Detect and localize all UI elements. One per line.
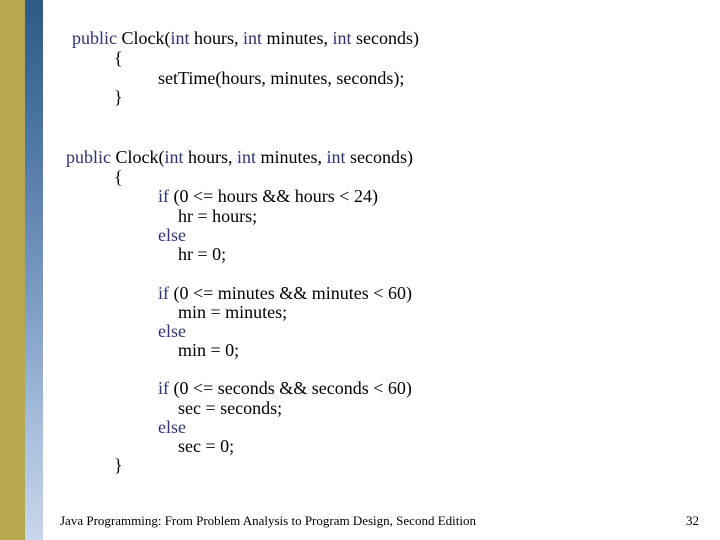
- block2-open-brace: {: [114, 167, 123, 187]
- hr-assign-line: hr = hours;: [178, 206, 258, 226]
- block1-settime-call: setTime(hours, minutes, seconds);: [158, 68, 405, 88]
- code-text: hours,: [189, 28, 244, 48]
- code-text: Clock(: [117, 28, 171, 48]
- min-zero-line: min = 0;: [178, 340, 240, 360]
- code-text: seconds): [345, 147, 414, 167]
- left-decor-olive-bar: [0, 0, 25, 540]
- if-minutes-line: [158, 283, 412, 303]
- keyword-else: else: [158, 225, 186, 245]
- code-text: minutes,: [262, 28, 333, 48]
- keyword-int: int: [170, 28, 190, 48]
- keyword-public: public: [72, 28, 117, 48]
- code-text: (0 <= minutes && minutes < 60): [169, 283, 412, 303]
- keyword-if: if: [158, 283, 169, 303]
- code-text: (0 <= hours && hours < 24): [169, 186, 378, 206]
- left-decor-blue-bar: [25, 0, 43, 540]
- code-text: (0 <= seconds && seconds < 60): [169, 378, 412, 398]
- block2-signature: [66, 147, 413, 167]
- block1-open-brace: {: [114, 48, 123, 68]
- keyword-if: if: [158, 378, 169, 398]
- footer-book-title: Java Programming: From Problem Analysis to Program Design, Second Edition: [60, 513, 476, 528]
- hr-zero-line: hr = 0;: [178, 244, 227, 264]
- sec-zero-line: sec = 0;: [178, 436, 235, 456]
- if-hours-line: [158, 186, 378, 206]
- code-text: Clock(: [111, 147, 165, 167]
- block2-close-brace: }: [114, 455, 123, 475]
- keyword-int: int: [332, 28, 352, 48]
- keyword-public: public: [66, 147, 111, 167]
- keyword-int: int: [326, 147, 346, 167]
- block1-close-brace: }: [114, 87, 123, 107]
- keyword-else: else: [158, 417, 186, 437]
- code-text: minutes,: [256, 147, 327, 167]
- page-number: 32: [686, 513, 699, 528]
- block1-signature: [72, 28, 419, 48]
- keyword-int: int: [237, 147, 257, 167]
- if-seconds-line: [158, 378, 412, 398]
- sec-assign-line: sec = seconds;: [178, 398, 283, 418]
- code-text: seconds): [351, 28, 420, 48]
- keyword-if: if: [158, 186, 169, 206]
- keyword-int: int: [243, 28, 263, 48]
- code-text: hours,: [183, 147, 238, 167]
- keyword-int: int: [164, 147, 184, 167]
- keyword-else: else: [158, 321, 186, 341]
- min-assign-line: min = minutes;: [178, 302, 288, 322]
